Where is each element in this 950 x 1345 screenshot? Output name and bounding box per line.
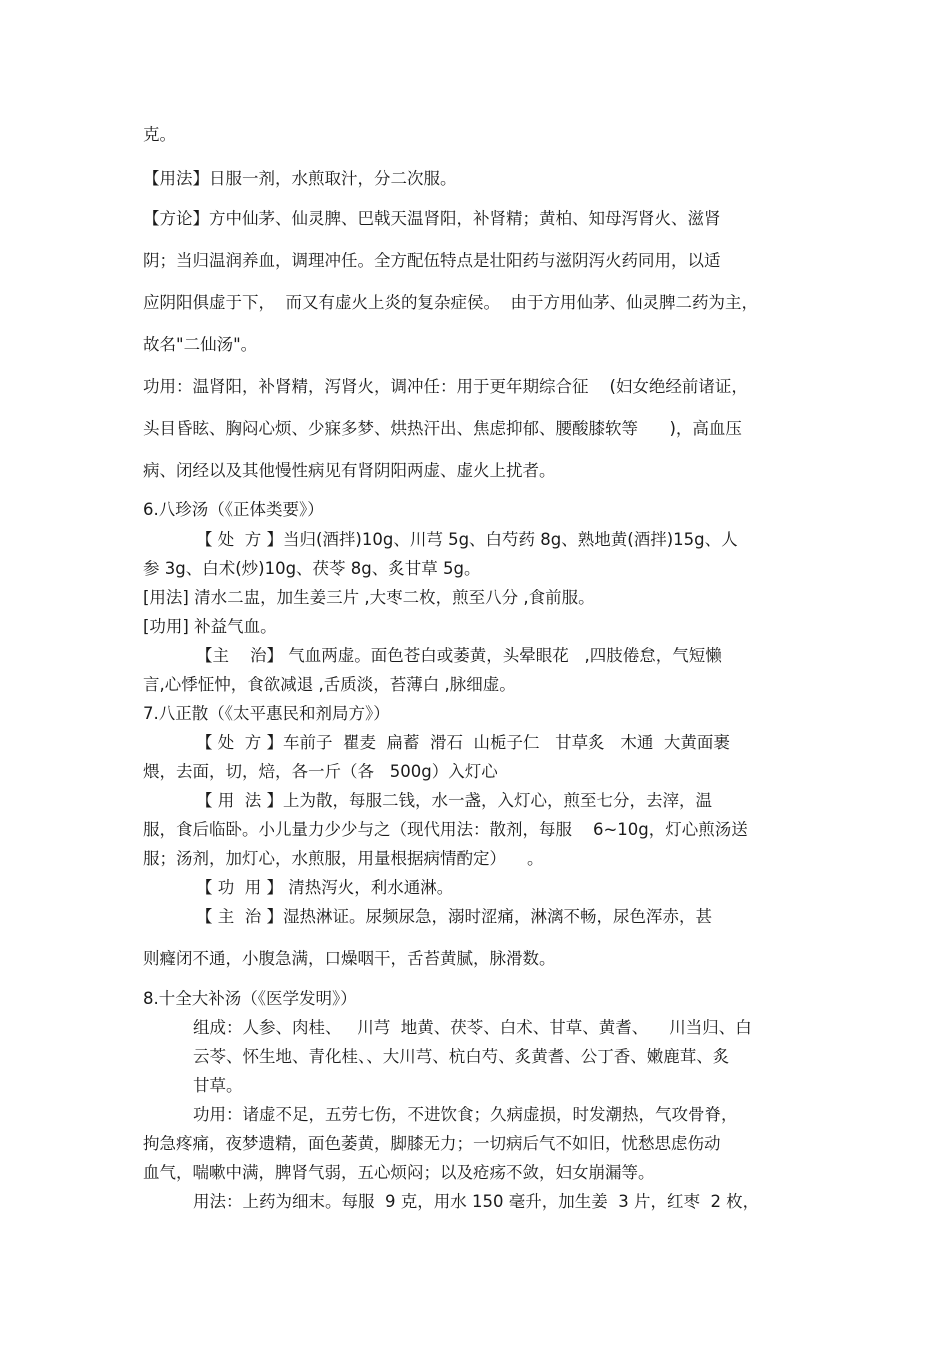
text-line: 【 处 方 】车前子 瞿麦 扁蓄 滑石 山栀子仁 甘草炙 木通 大黄面裹 bbox=[196, 733, 730, 752]
section-heading: 8.十全大补汤（《医学发明》） bbox=[143, 989, 357, 1008]
text-line: 功用：诸虚不足，五劳七伤，不进饮食；久病虚损，时发潮热，气攻骨脊， bbox=[193, 1105, 738, 1124]
text-line: 功用：温肾阳，补肾精，泻肾火，调冲任：用于更年期综合征 (妇女绝经前诸证， bbox=[143, 377, 748, 396]
text-line: 【 用 法 】上为散，每服二钱，水一盏，入灯心，煎至七分，去滓，温 bbox=[196, 791, 712, 810]
text-line: 甘草。 bbox=[193, 1076, 243, 1095]
text-line: 【方论】方中仙茅、仙灵脾、巴戟天温肾阳，补肾精；黄柏、知母泻肾火、滋肾 bbox=[143, 209, 721, 228]
section-heading: 7.八正散（《太平惠民和剂局方》） bbox=[143, 704, 390, 723]
text-line: 煨，去面，切，焙，各一斤（各 500g）入灯心 bbox=[143, 762, 498, 781]
text-line: 血气，喘嗽中满，脾肾气弱，五心烦闷；以及疮疡不敛，妇女崩漏等。 bbox=[143, 1163, 655, 1182]
text-line: 参 3g、白术(炒)10g、茯苓 8g、炙甘草 5g。 bbox=[143, 559, 481, 578]
text-line: 【用法】日服一剂，水煎取汁，分二次服。 bbox=[143, 169, 457, 188]
text-line: 服；汤剂，加灯心，水煎服，用量根据病情酌定） 。 bbox=[143, 849, 544, 868]
text-line: 【主 治】 气血两虚。面色苍白或萎黄，头晕眼花 ,四肢倦怠，气短懒 bbox=[196, 646, 722, 665]
text-line: [功用] 补益气血。 bbox=[143, 617, 277, 636]
text-line: 【 主 治 】湿热淋证。尿频尿急，溺时涩痛，淋漓不畅，尿色浑赤，甚 bbox=[196, 907, 712, 926]
text-line: 【 功 用 】 清热泻火，利水通淋。 bbox=[196, 878, 454, 897]
text-line: 应阴阳俱虚于下， 而又有虚火上炎的复杂症侯。 由于方用仙茅、仙灵脾二药为主， bbox=[143, 293, 758, 312]
text-line: 克。 bbox=[143, 125, 176, 144]
text-line: 用法：上药为细末。每服 9 克，用水 150 毫升，加生姜 3 片，红枣 2 枚， bbox=[193, 1192, 760, 1211]
text-line: 组成：人参、肉桂、 川芎 地黄、茯苓、白术、甘草、黄耆、 川当归、白 bbox=[193, 1018, 752, 1037]
text-line: 拘急疼痛，夜梦遗精，面色萎黄，脚膝无力；一切病后气不如旧，忧愁思虑伤动 bbox=[143, 1134, 721, 1153]
text-line: 【 处 方 】当归(酒拌)10g、川芎 5g、白芍药 8g、熟地黄(酒拌)15g、人 bbox=[196, 530, 738, 549]
text-line: 则癃闭不通，小腹急满，口燥咽干，舌苔黄腻，脉滑数。 bbox=[143, 949, 556, 968]
text-line: 言,心悸怔忡，食欲减退 ,舌质淡，苔薄白 ,脉细虚。 bbox=[143, 675, 516, 694]
text-line: 云苓、怀生地、青化桂、、大川芎、杭白芍、炙黄耆、公丁香、嫩鹿茸、炙 bbox=[193, 1047, 730, 1066]
text-line: 头目昏眩、胸闷心烦、少寐多梦、烘热汗出、焦虑抑郁、腰酸膝软等 )，高血压 bbox=[143, 419, 742, 438]
text-line: 故名"二仙汤"。 bbox=[143, 335, 258, 354]
text-line: 服，食后临卧。小儿量力少少与之（现代用法：散剂，每服 6~10g，灯心煎汤送 bbox=[143, 820, 748, 839]
section-heading: 6.八珍汤（《正体类要》） bbox=[143, 500, 324, 519]
text-line: 阴；当归温润养血，调理冲任。全方配伍特点是壮阳药与滋阴泻火药同用，以适 bbox=[143, 251, 721, 270]
text-line: 病、闭经以及其他慢性病见有肾阴阳两虚、虚火上扰者。 bbox=[143, 461, 556, 480]
text-line: [用法] 清水二盅，加生姜三片 ,大枣二枚，煎至八分 ,食前服。 bbox=[143, 588, 595, 607]
